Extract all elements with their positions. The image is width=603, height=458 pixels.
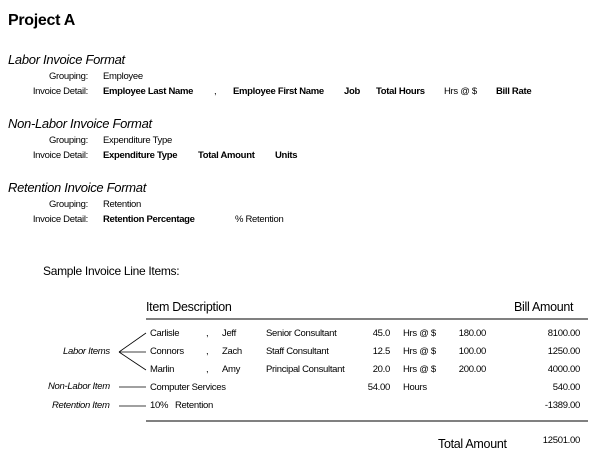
- nonlabor-detail-label: Invoice Detail:: [32, 150, 88, 161]
- labor-row-2-job: Staff Consultant: [266, 346, 329, 357]
- labor-row-1-comma: ,: [206, 328, 209, 339]
- nonlabor-detail-units: Units: [275, 150, 298, 161]
- nonlabor-detail-expenditure-type: Expenditure Type: [103, 150, 178, 161]
- side-label-retention: Retention Item: [52, 400, 110, 411]
- labor-format-heading: Labor Invoice Format: [8, 52, 125, 67]
- labor-row-3-rate: 200.00: [458, 364, 486, 375]
- labor-row-1-hours: 45.0: [372, 328, 390, 339]
- labor-row-2-first: Zach: [222, 346, 242, 357]
- labor-row-3-amount: 4000.00: [547, 364, 580, 375]
- labor-row-3-last: Marlin: [150, 364, 175, 375]
- retention-grouping-label: Grouping:: [48, 199, 88, 210]
- labor-row-3-hours: 20.0: [372, 364, 390, 375]
- labor-detail-label: Invoice Detail:: [32, 86, 88, 97]
- labor-row-3-hrs-at: Hrs @ $: [403, 364, 436, 375]
- nonlabor-format-heading: Non-Labor Invoice Format: [8, 116, 152, 131]
- labor-row-3-first: Amy: [222, 364, 241, 375]
- retention-row-amount: -1389.00: [544, 400, 580, 411]
- labor-row-3-comma: ,: [206, 364, 209, 375]
- nonlabor-row-amount: 540.00: [552, 382, 580, 393]
- total-amount-value: 12501.00: [542, 435, 580, 446]
- labor-grouping-value: Employee: [103, 71, 143, 82]
- labor-row-1-rate: 180.00: [458, 328, 486, 339]
- labor-detail-comma: ,: [214, 86, 217, 97]
- nonlabor-grouping-value: Expenditure Type: [103, 135, 172, 146]
- retention-row-pct: 10%: [150, 400, 169, 411]
- labor-row-1-job: Senior Consultant: [266, 328, 337, 339]
- nonlabor-row-units: 54.00: [367, 382, 390, 393]
- nonlabor-detail-total-amount: Total Amount: [198, 150, 255, 161]
- labor-bracket-top: [119, 333, 146, 352]
- sample-heading: Sample Invoice Line Items:: [43, 264, 180, 278]
- labor-detail-last-name: Employee Last Name: [103, 86, 194, 97]
- retention-format-heading: Retention Invoice Format: [8, 180, 147, 195]
- labor-row-3-job: Principal Consultant: [266, 364, 345, 375]
- labor-row-2-last: Connors: [150, 346, 184, 357]
- labor-detail-total-hours: Total Hours: [376, 86, 425, 97]
- labor-grouping-label: Grouping:: [48, 71, 88, 82]
- retention-grouping-value: Retention: [103, 199, 141, 210]
- side-label-nonlabor: Non-Labor Item: [48, 381, 110, 392]
- labor-row-2-hrs-at: Hrs @ $: [403, 346, 436, 357]
- labor-row-1-first: Jeff: [222, 328, 236, 339]
- col-item-description: Item Description: [146, 300, 232, 314]
- labor-detail-bill-rate: Bill Rate: [496, 86, 532, 97]
- retention-detail-label: Invoice Detail:: [32, 214, 88, 225]
- labor-detail-job: Job: [344, 86, 360, 97]
- nonlabor-row-unit-label: Hours: [403, 382, 427, 393]
- labor-bracket-bottom: [119, 352, 146, 370]
- nonlabor-grouping-label: Grouping:: [48, 135, 88, 146]
- labor-detail-first-name: Employee First Name: [233, 86, 324, 97]
- labor-row-2-hours: 12.5: [372, 346, 390, 357]
- col-bill-amount: Bill Amount: [514, 300, 574, 314]
- page-title: Project A: [8, 12, 75, 29]
- labor-detail-hrs-at: Hrs @ $: [444, 86, 477, 97]
- labor-row-2-amount: 1250.00: [547, 346, 580, 357]
- retention-detail-pct-retention: % Retention: [235, 214, 284, 225]
- labor-row-2-rate: 100.00: [458, 346, 486, 357]
- nonlabor-row-desc: Computer Services: [150, 382, 226, 393]
- labor-row-1-last: Carlisle: [150, 328, 180, 339]
- total-amount-label: Total Amount: [438, 437, 507, 451]
- retention-row-label: Retention: [175, 400, 213, 411]
- labor-row-2-comma: ,: [206, 346, 209, 357]
- retention-detail-percentage: Retention Percentage: [103, 214, 195, 225]
- side-label-labor: Labor Items: [63, 346, 110, 357]
- labor-row-1-hrs-at: Hrs @ $: [403, 328, 436, 339]
- labor-row-1-amount: 8100.00: [547, 328, 580, 339]
